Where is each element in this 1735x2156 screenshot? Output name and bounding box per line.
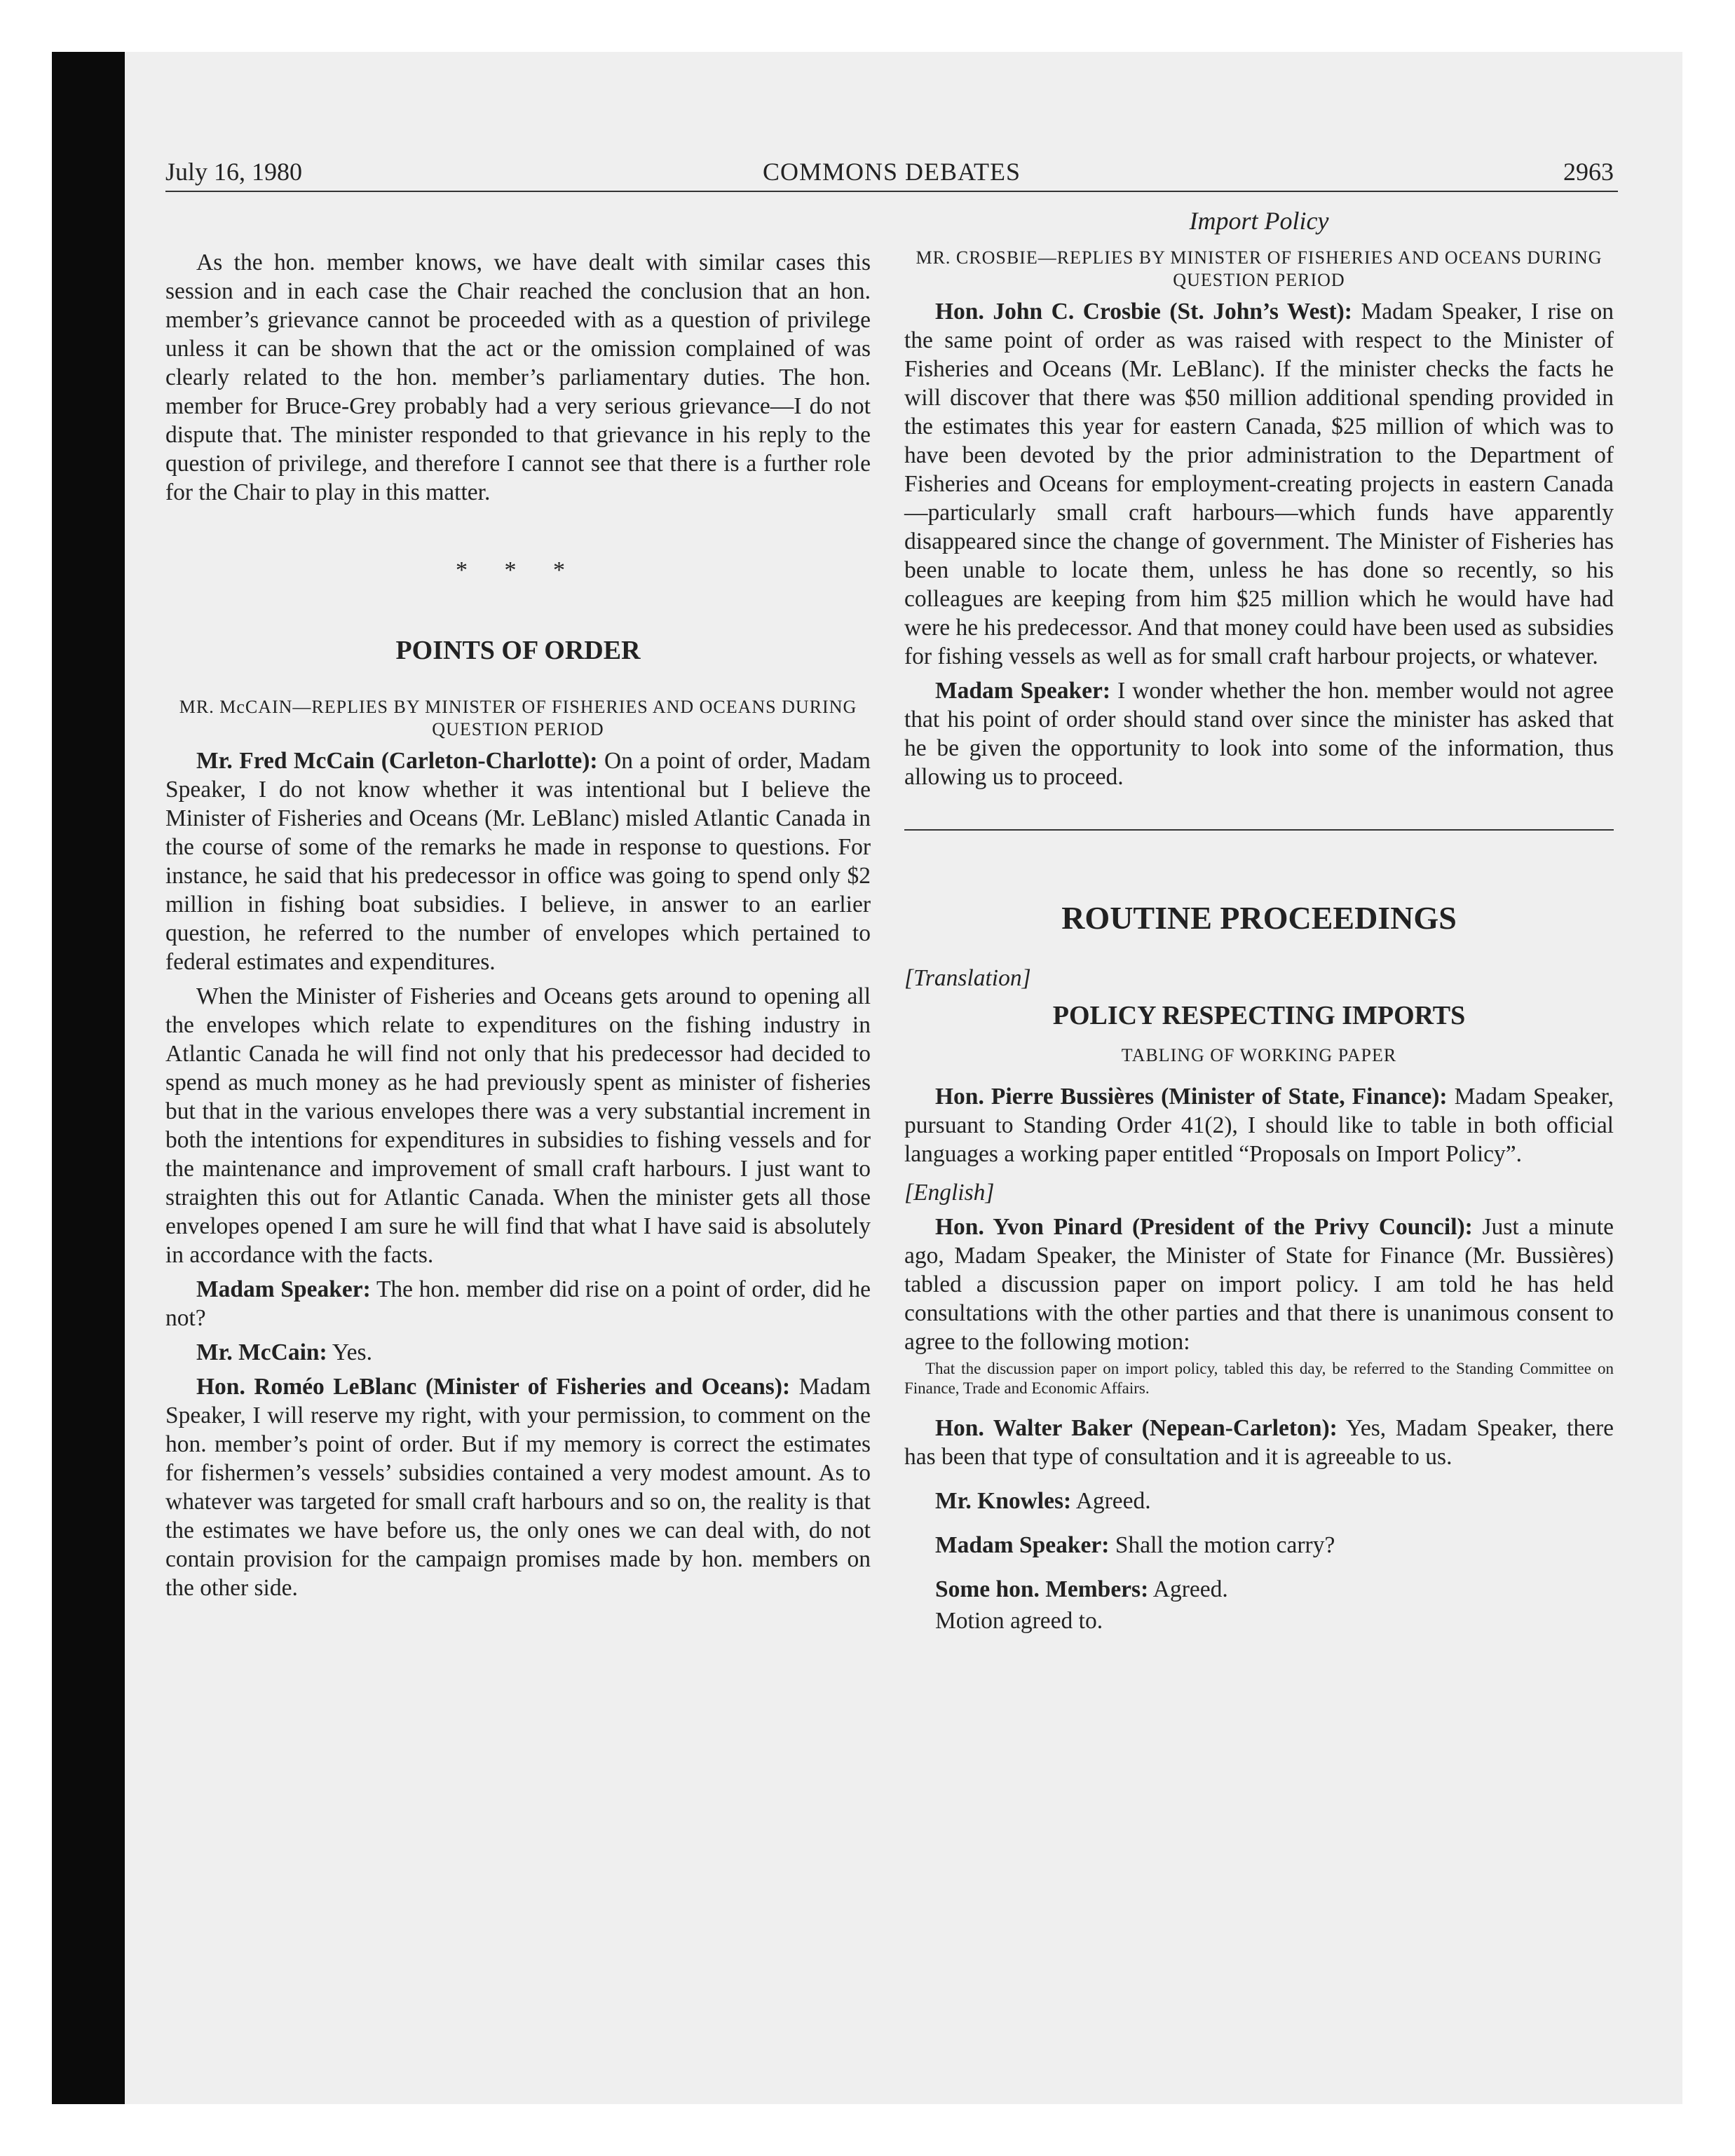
tag-translation: [Translation]: [904, 965, 1031, 991]
speech-leblanc: [165, 1372, 871, 1602]
speech-text: Just a minute ago, Madam Speaker, the Minister of State for Finance (Mr. Bussières) tabled a discussion paper on import policy. I am told he has held consultations with the other parties and that there is unanimous consent to agree to the following motion:: [904, 1214, 1614, 1355]
speaker-name: Mr. Fred McCain (Carleton-Charlotte):: [196, 748, 598, 774]
speech-some-members: [904, 1575, 1614, 1604]
page-header: [165, 157, 1618, 192]
speaker-name: Mr. McCain:: [196, 1339, 327, 1365]
section-heading-routine-proceedings: ROUTINE PROCEEDINGS: [1061, 900, 1457, 936]
speech-pinard: [904, 1213, 1614, 1356]
section-heading-points-of-order: POINTS OF ORDER: [395, 636, 641, 665]
scan-edge-shadow: [52, 52, 125, 2104]
speech-text: Madam Speaker, I will reserve my right, with your permission, to comment on the hon. member’s point of order. But if my memory is correct the estimates for fishermen’s vessels’ subsidies contained a very modest amount. As to whatever was targeted for small craft harbours and so on, the reality is that the estimates we have before us, the only ones we can deal with, do not contain provision for the campaign promises made by hon. members on the other side.: [165, 1374, 871, 1601]
speaker-name: Some hon. Members:: [935, 1576, 1149, 1602]
speaker-name: Madam Speaker:: [935, 678, 1111, 704]
speech-bussieres: [904, 1082, 1614, 1168]
header-page-number: 2963: [1563, 158, 1614, 186]
speech-text: Madam Speaker, I rise on the same point of order as was raised with respect to the Minister of Fisheries and Oceans (Mr. LeBlanc). If the minister checks the facts he will discover that there was $50 million additional spending provided in the estimates this year for eastern Canada, $25 million of which was to have been devoted by the prior administration to the Department of Fisheries and Oceans for employment-creating projects in eastern Canada—particularly small craft harbours—which funds have apparently disappeared since the change of government. The Minister of Fisheries has been unable to locate them, unless he has done so recently, so his colleagues are keeping from him $25 million which he would have had were he his predecessor. And that money could have been used as subsidies for fishing vessels as well as for small craft harbour projects, or whatever.: [904, 299, 1614, 669]
speaker-name: Madam Speaker:: [196, 1276, 371, 1302]
speech-baker: [904, 1414, 1614, 1471]
subheading-mccain: MR. McCAIN—REPLIES BY MINISTER OF FISHERIES AND OCEANS DURING QUESTION PERIOD: [179, 697, 857, 739]
speech-text: I wonder whether the hon. member would not agree that his point of order should stand over since the minister has asked that he be given the opportunity to look into some of the information, thus allowing us to proceed.: [904, 678, 1614, 790]
header-date: July 16, 1980: [165, 158, 303, 186]
speech-mccain: [165, 746, 871, 976]
section-divider-rule: [904, 829, 1614, 831]
speech-text: Yes, Madam Speaker, there has been that type of consultation and it is agreeable to us.: [904, 1415, 1614, 1470]
motion-text: That the discussion paper on import policy, tabled this day, be referred to the Standing Committee on Finance, Trade and Economic Affairs.: [904, 1360, 1614, 1397]
subheading-tabling: TABLING OF WORKING PAPER: [1121, 1045, 1397, 1065]
left-column: [165, 202, 871, 1602]
speech-text: Agreed.: [1071, 1488, 1151, 1514]
right-column: [904, 202, 1614, 1635]
tag-english: [English]: [904, 1180, 995, 1206]
section-separator: * * *: [456, 557, 580, 583]
speech-madam-speaker: [165, 1275, 871, 1332]
speech-text: Shall the motion carry?: [1109, 1532, 1335, 1558]
speech-knowles: [904, 1487, 1614, 1515]
header-title: COMMONS DEBATES: [762, 158, 1021, 186]
speaker-name: Hon. Pierre Bussières (Minister of State, Finance):: [935, 1084, 1448, 1110]
speaker-name: Hon. Yvon Pinard (President of the Privy Council):: [935, 1214, 1473, 1240]
speech-text: Yes.: [327, 1339, 372, 1365]
subheading-crosbie: MR. CROSBIE—REPLIES BY MINISTER OF FISHERIES AND OCEANS DURING QUESTION PERIOD: [916, 247, 1603, 290]
heading-policy-respecting-imports: POLICY RESPECTING IMPORTS: [1052, 1001, 1466, 1030]
speaker-name: Mr. Knowles:: [935, 1488, 1072, 1514]
speaker-name: Hon. John C. Crosbie (St. John’s West):: [935, 299, 1352, 325]
speaker-name: Madam Speaker:: [935, 1532, 1110, 1558]
closing-line: Motion agreed to.: [935, 1608, 1103, 1634]
speech-mccain-reply: [165, 1338, 871, 1367]
speech-text: The hon. member did rise on a point of order, did he not?: [165, 1276, 871, 1331]
speech-mccain-continued: When the Minister of Fisheries and Oceans gets around to opening all the envelopes which relate to expenditures on the fishing industry in Atlantic Canada he will find not only that his predecessor had decided to spend as much money as he had previously spent as minister of fisheries but that in the various envelopes there was a very substantial increment in both the intentions for expenditures in subsidies to fishing vessels and for the maintenance and improvement of small craft harbours. I just want to straighten this out for Atlantic Canada. When the minister gets all those envelopes opened I am sure he will find that what I have said is absolutely in accordance with the facts.: [165, 983, 871, 1268]
paragraph-chair-ruling: As the hon. member knows, we have dealt with similar cases this session and in each case the Chair reached the conclusion that an hon. member’s grievance cannot be proceeded with as a question of privilege unless it can be shown that the act or the omission complained of was clearly related to the hon. member’s parliamentary duties. The hon. member for Bruce-Grey probably had a very serious grievance—I do not dispute that. The minister responded to that grievance in his reply to the question of privilege, and therefore I cannot see that there is a further role for the Chair to play in this matter.: [165, 250, 871, 505]
speech-text: On a point of order, Madam Speaker, I do not know whether it was intentional but I believe the Minister of Fisheries and Oceans (Mr. LeBlanc) misled Atlantic Canada in the course of some of the remarks he made in response to questions. For instance, he said that his predecessor in office was going to spend only $2 million in fishing boat subsidies. I believe, in answer to an earlier question, he referred to the number of envelopes which pertained to federal estimates and expenditures.: [165, 748, 871, 975]
speaker-name: Hon. Roméo LeBlanc (Minister of Fisheries and Oceans):: [196, 1374, 791, 1400]
speech-madam-speaker-3: [904, 1531, 1614, 1560]
italic-heading-import-policy: Import Policy: [1189, 207, 1329, 235]
speaker-name: Hon. Walter Baker (Nepean-Carleton):: [935, 1415, 1338, 1441]
speech-madam-speaker-2: [904, 676, 1614, 791]
speech-text: Agreed.: [1148, 1576, 1228, 1602]
speech-crosbie: [904, 297, 1614, 671]
speech-text: Madam Speaker, pursuant to Standing Order 41(2), I should like to table in both official languages a working paper entitled “Proposals on Import Policy”.: [904, 1084, 1614, 1167]
